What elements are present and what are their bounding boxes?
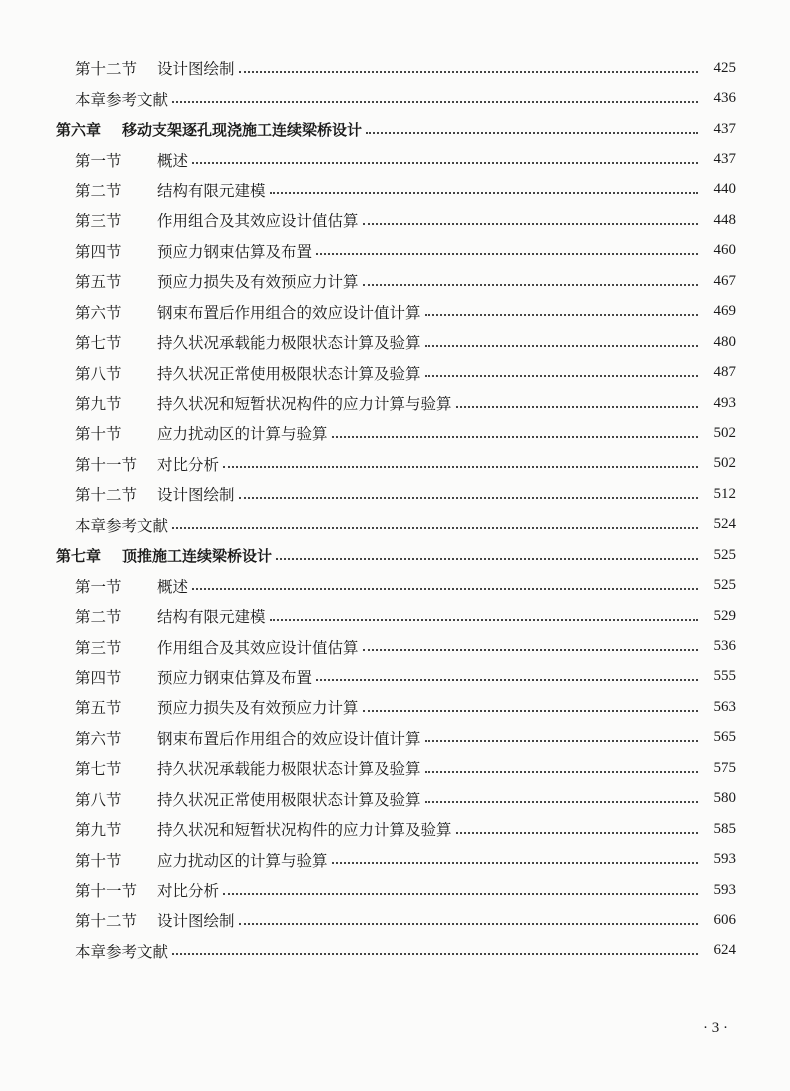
dot-leader [192,161,698,164]
toc-entry-label [75,483,235,505]
dot-leader [239,496,698,499]
toc-section-entry[interactable] [0,723,790,753]
toc-entry-title: 应力扰动区的计算与验算 [157,425,328,444]
toc-entry-page: 580 [713,790,736,807]
toc-entry-page: 529 [713,607,736,624]
toc-entry-number: 第一节 [75,151,122,170]
toc-entry-number: 第十二节 [75,912,138,931]
toc-section-entry[interactable] [0,570,790,600]
toc-entry-label [56,545,272,566]
toc-section-entry[interactable] [0,449,790,479]
toc-entry-label [75,270,359,292]
toc-entry-number: 第十节 [75,425,122,444]
dot-leader [270,191,698,194]
toc-entry-title: 本章参考文献 [75,90,169,109]
toc-entry-page: 563 [713,698,736,715]
toc-entry-title: 概述 [157,151,189,170]
toc-section-entry[interactable] [0,905,790,935]
toc-entry-title: 持久状况承载能力极限状态计算及验算 [157,334,421,353]
toc-entry-title: 移动支架逐孔现浇施工连续梁桥设计 [122,120,363,139]
dot-leader [363,648,698,651]
toc-entry-page: 436 [713,90,736,107]
toc-entry-page: 536 [713,638,736,655]
toc-entry-title: 对比分析 [157,882,220,901]
toc-entry-label [75,422,328,444]
dot-leader [363,709,698,712]
toc-entry-page: 524 [713,516,736,533]
dot-leader [270,618,698,621]
dot-leader [363,283,698,286]
toc-entry-page: 487 [713,364,736,381]
toc-entry-label [75,209,359,231]
toc-entry-number: 第七章 [56,546,102,565]
toc-entry-label [75,757,421,779]
dot-leader [456,831,698,834]
toc-entry-title: 对比分析 [157,455,220,474]
toc-references-entry[interactable] [0,83,790,113]
toc-entry-label [75,301,421,323]
toc-entry-title: 本章参考文献 [75,516,169,535]
toc-entry-title: 作用组合及其效应设计值估算 [157,638,359,657]
toc-entry-page: 575 [713,759,736,776]
dot-leader [425,313,698,316]
toc-entry-number: 第四节 [75,242,122,261]
toc-entry-label [75,362,421,384]
dot-leader [456,405,698,408]
toc-entry-label [75,940,168,962]
toc-entry-title: 预应力钢束估算及布置 [157,668,313,687]
dot-leader [172,100,698,103]
toc-section-entry[interactable] [0,266,790,296]
toc-entry-title: 顶推施工连续梁桥设计 [122,546,273,565]
toc-entry-page: 593 [713,851,736,868]
toc-entry-number: 第七节 [75,334,122,353]
toc-entry-label [75,788,421,810]
toc-entry-page: 440 [713,181,736,198]
toc-entry-title: 钢束布置后作用组合的效应设计值计算 [157,303,421,322]
toc-references-entry[interactable] [0,936,790,966]
toc-section-entry[interactable] [0,479,790,509]
toc-section-entry[interactable] [0,753,790,783]
dot-leader [223,465,698,468]
toc-entry-label [75,696,359,718]
toc-entry-label [75,727,421,749]
dot-leader [239,922,698,925]
toc-entry-page: 437 [713,120,736,137]
toc-entry-label [75,879,219,901]
toc-entry-page: 467 [713,272,736,289]
toc-section-entry[interactable] [0,357,790,387]
dot-leader [172,952,698,955]
dot-leader [276,557,698,560]
toc-entry-page: 585 [713,820,736,837]
toc-entry-label [75,88,168,110]
toc-entry-page: 525 [713,577,736,594]
toc-entry-page: 525 [713,546,736,563]
toc-entry-title: 持久状况正常使用极限状态计算及验算 [157,790,421,809]
toc-section-entry[interactable] [0,692,790,722]
toc-section-entry[interactable] [0,631,790,661]
toc-entry-page: 624 [713,942,736,959]
toc-entry-title: 预应力损失及有效预应力计算 [157,273,359,292]
toc-entry-number: 第八节 [75,364,122,383]
toc-entry-page: 565 [713,729,736,746]
toc-entry-number: 第三节 [75,638,122,657]
toc-entry-page: 512 [713,485,736,502]
dot-leader [425,770,698,773]
toc-entry-label [75,331,421,353]
toc-entry-label [56,119,362,140]
toc-entry-page: 437 [713,151,736,168]
toc-entry-number: 第十二节 [75,60,138,79]
toc-entry-label [75,149,188,171]
dot-leader [425,739,698,742]
toc-entry-number: 第十二节 [75,486,138,505]
toc-section-entry[interactable] [0,844,790,874]
toc-entry-page: 448 [713,211,736,228]
toc-entry-number: 第二节 [75,608,122,627]
toc-entry-title: 持久状况和短暂状况构件的应力计算及验算 [157,821,452,840]
toc-section-entry[interactable] [0,814,790,844]
toc-entry-title: 应力扰动区的计算与验算 [157,851,328,870]
toc-entry-number: 第十节 [75,851,122,870]
toc-entry-number: 第一节 [75,577,122,596]
page-number: · 3 · [703,1020,728,1036]
toc-section-entry[interactable] [0,175,790,205]
toc-entry-number: 第九节 [75,395,122,414]
toc-entry-label [75,57,235,79]
dot-leader [332,435,698,438]
toc-entry-number: 第十一节 [75,882,138,901]
toc-entry-number: 第五节 [75,699,122,718]
toc-entry-label [75,636,359,658]
toc-entry-title: 设计图绘制 [157,912,235,931]
dot-leader [192,587,698,590]
toc-entry-title: 设计图绘制 [157,486,235,505]
toc-section-entry[interactable] [0,297,790,327]
toc-references-entry[interactable] [0,510,790,540]
dot-leader [332,861,698,864]
dot-leader [366,131,698,134]
toc-section-entry[interactable] [0,875,790,905]
toc-entry-page: 502 [713,455,736,472]
table-of-contents [0,53,790,966]
dot-leader [425,344,698,347]
dot-leader [425,374,698,377]
dot-leader [223,892,698,895]
toc-entry-title: 预应力钢束估算及布置 [157,242,313,261]
toc-entry-number: 第五节 [75,273,122,292]
toc-section-entry[interactable] [0,236,790,266]
toc-entry-number: 第三节 [75,212,122,231]
dot-leader [239,70,698,73]
toc-entry-title: 作用组合及其效应设计值估算 [157,212,359,231]
toc-entry-page: 606 [713,911,736,928]
toc-entry-title: 概述 [157,577,189,596]
toc-entry-label [75,392,452,414]
toc-entry-label [75,666,312,688]
toc-entry-title: 预应力损失及有效预应力计算 [157,699,359,718]
toc-entry-label [75,240,312,262]
toc-entry-title: 持久状况承载能力极限状态计算及验算 [157,760,421,779]
toc-section-entry[interactable] [0,662,790,692]
toc-entry-number: 第四节 [75,668,122,687]
toc-entry-page: 480 [713,333,736,350]
toc-entry-label [75,818,452,840]
dot-leader [425,800,698,803]
toc-entry-number: 第十一节 [75,455,138,474]
toc-entry-title: 持久状况和短暂状况构件的应力计算与验算 [157,395,452,414]
dot-leader [316,252,698,255]
toc-section-entry[interactable] [0,53,790,83]
dot-leader [363,222,698,225]
toc-section-entry[interactable] [0,418,790,448]
toc-section-entry[interactable] [0,601,790,631]
toc-entry-title: 钢束布置后作用组合的效应设计值计算 [157,729,421,748]
toc-entry-number: 第七节 [75,760,122,779]
toc-section-entry[interactable] [0,205,790,235]
toc-entry-number: 第八节 [75,790,122,809]
toc-entry-page: 469 [713,303,736,320]
toc-section-entry[interactable] [0,144,790,174]
toc-entry-page: 593 [713,881,736,898]
toc-entry-number: 第六节 [75,303,122,322]
toc-entry-page: 555 [713,668,736,685]
toc-entry-page: 493 [713,394,736,411]
toc-entry-page: 425 [713,59,736,76]
toc-entry-title: 设计图绘制 [157,60,235,79]
toc-entry-label [75,575,188,597]
dot-leader [172,526,698,529]
toc-entry-title: 持久状况正常使用极限状态计算及验算 [157,364,421,383]
toc-entry-label [75,179,266,201]
toc-section-entry[interactable] [0,784,790,814]
toc-entry-title: 本章参考文献 [75,942,169,961]
toc-chapter-entry[interactable] [0,114,790,144]
toc-entry-label [75,453,219,475]
toc-entry-page: 502 [713,424,736,441]
toc-entry-label [75,849,328,871]
toc-entry-number: 第六节 [75,729,122,748]
toc-entry-title: 结构有限元建模 [157,181,266,200]
toc-entry-label [75,605,266,627]
toc-entry-number: 第二节 [75,181,122,200]
toc-chapter-entry[interactable] [0,540,790,570]
toc-entry-number: 第九节 [75,821,122,840]
toc-section-entry[interactable] [0,327,790,357]
toc-entry-number: 第六章 [56,120,102,139]
toc-section-entry[interactable] [0,388,790,418]
dot-leader [316,678,698,681]
toc-entry-label [75,909,235,931]
toc-entry-page: 460 [713,242,736,259]
toc-entry-title: 结构有限元建模 [157,608,266,627]
toc-entry-label [75,514,168,536]
